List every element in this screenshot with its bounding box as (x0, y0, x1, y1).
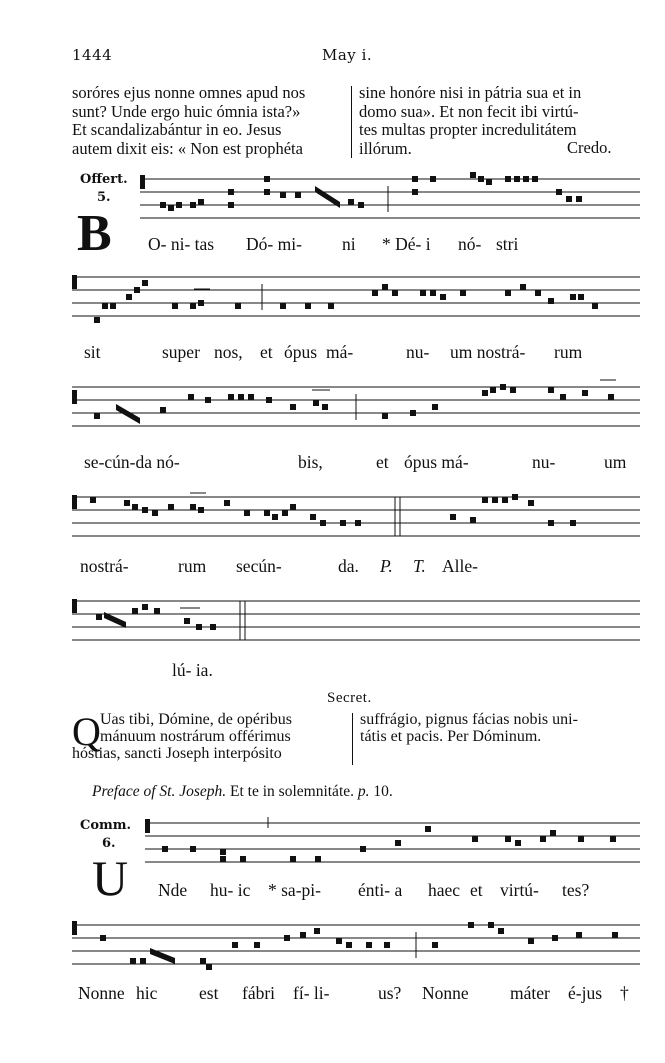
dagger-sign: † (620, 983, 629, 1003)
gospel-right-column (359, 84, 581, 158)
chant-staff (0, 594, 665, 654)
chant-staff (0, 380, 665, 440)
lyric-syllable: ópus má- (404, 452, 469, 472)
lyric-syllable: * sa-pi- (268, 880, 321, 900)
lyric-syllable: O- ni- tas (148, 234, 215, 254)
lyric-syllable: ópus (284, 342, 318, 362)
lyric-syllable: et (376, 452, 389, 472)
chant-staff (0, 918, 665, 978)
column-divider (351, 86, 352, 158)
offertory-mode: 5. (97, 190, 111, 205)
lyric-syllable: nostrá- (80, 556, 129, 576)
lyric-syllable: haec (428, 880, 461, 900)
lyric-syllable: Dó- mi- (246, 234, 302, 254)
text-line: Et scandalizabántur in eo. Jesus (72, 120, 282, 139)
lyric-syllable: nos, (214, 342, 243, 362)
text-line: Uas tibi, Dómine, de opéribus (100, 711, 292, 728)
lyric-syllable: fábri (242, 983, 276, 1003)
communion-label: Comm. (80, 818, 132, 833)
column-divider (352, 713, 353, 765)
page-title-day: i. (361, 46, 373, 64)
secret-title: Secret. (327, 690, 372, 706)
secret-left-column (72, 711, 292, 762)
preface-page-label: p. (357, 783, 370, 800)
lyric-syllable: é-jus (568, 983, 603, 1003)
lyric-syllable: Alle- (442, 556, 478, 576)
lyric-syllable: énti- a (358, 880, 403, 900)
preface-page-ref: 10. (373, 783, 393, 800)
lyric-syllable: et (470, 880, 483, 900)
lyric-syllable: se-cún-da nó- (84, 452, 180, 472)
lyric-syllable: sit (84, 342, 101, 362)
lyric-syllable: nu- (532, 452, 556, 472)
preface-title: Preface of St. Joseph. (92, 783, 227, 800)
offertory-label: Offert. (80, 172, 128, 187)
secret-right-column (360, 711, 578, 745)
chant-staff (0, 490, 665, 550)
page-number: 1444 (72, 46, 113, 64)
lyric-syllable: fí- li- (293, 983, 330, 1003)
lyric-rubric: P. (380, 556, 393, 576)
text-line: tátis et pacis. Per Dóminum. (360, 728, 542, 745)
lyric-syllable: Nonne (78, 983, 125, 1003)
text-line: tes multas propter incredulitátem (359, 120, 577, 139)
lyric-syllable: hu- ic (210, 880, 251, 900)
lyric-syllable: * Dé- i (382, 234, 431, 254)
lyric-syllable: da. (338, 556, 359, 576)
lyric-syllable: tes? (562, 880, 590, 900)
text-line: suffrágio, pignus fácias nobis uni- (360, 711, 578, 728)
communion-mode: 6. (102, 836, 116, 851)
text-line: domo sua». Et non fecit ibi virtú- (359, 101, 579, 121)
lyric-syllable: nu- (406, 342, 430, 362)
lyric-syllable: secún- (236, 556, 282, 576)
text-line: sine honóre nisi in pátria sua et in (359, 83, 582, 102)
gospel-left-column (72, 84, 305, 158)
lyric-syllable: est (199, 983, 219, 1003)
lyric-syllable: bis, (298, 452, 323, 472)
lyric-syllable: lú- ia. (172, 660, 213, 680)
text-line: illórum. (359, 138, 412, 158)
lyric-syllable: stri (496, 234, 519, 254)
lyric-rubric: T. (413, 556, 426, 576)
chant-staff (0, 270, 665, 330)
text-line: hóstias, sancti Joseph interpósito (72, 745, 282, 762)
lyric-syllable: Nonne (422, 983, 469, 1003)
text-line: mánuum nostrárum offérimus (100, 728, 291, 745)
text-line: soróres ejus nonne omnes apud nos (72, 83, 306, 102)
lyric-syllable: rum (554, 342, 583, 362)
preface-text: Et te in solemnitáte. (230, 783, 355, 800)
lyric-syllable: ni (342, 234, 356, 254)
chant-staff (0, 172, 665, 232)
lyric-syllable: us? (378, 983, 402, 1003)
lyric-syllable: Nde (158, 880, 188, 900)
lyric-syllable: um (604, 452, 627, 472)
lyric-syllable: rum (178, 556, 207, 576)
text-line: sunt? Unde ergo huic ómnia ista?» (72, 101, 301, 121)
lyric-syllable: nó- (458, 234, 482, 254)
text-line: autem dixit eis: « Non est prophéta (72, 138, 303, 158)
communion-initial: U (92, 850, 129, 906)
page-title-month: May (322, 46, 357, 64)
credo-rubric: Credo. (567, 138, 612, 157)
secret-initial: Q (72, 709, 101, 754)
lyric-syllable: máter (510, 983, 550, 1003)
lyric-syllable: et (260, 342, 273, 362)
lyric-line (172, 660, 213, 681)
lyric-syllable: má- (326, 342, 354, 362)
lyric-syllable: super (162, 342, 200, 362)
offertory-initial: B (77, 205, 112, 262)
lyric-syllable: virtú- (500, 880, 539, 900)
preface-rubric (92, 783, 393, 801)
lyric-syllable: hic (136, 983, 158, 1003)
page-title (322, 46, 372, 64)
chant-staff (0, 816, 665, 876)
lyric-syllable: um nostrá- (450, 342, 526, 362)
